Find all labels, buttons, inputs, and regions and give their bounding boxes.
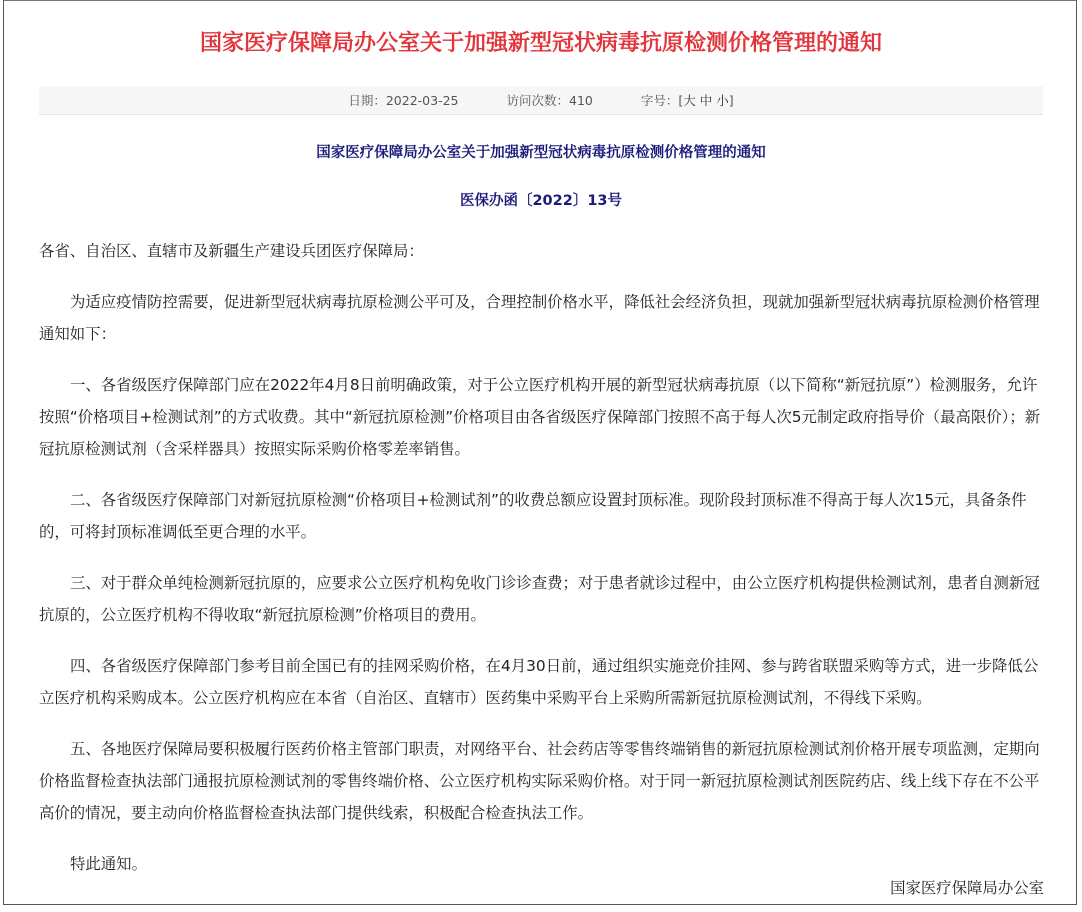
publish-date: 日期：2022-03-25 [348,93,459,108]
paragraph: 为适应疫情防控需要，促进新型冠状病毒抗原检测公平可及，合理控制价格水平，降低社会经济负担，现就加强新型冠状病毒抗原检测价格管理通知如下： [39,293,1040,343]
paragraph: 四、各省级医疗保障部门参考目前全国已有的挂网采购价格，在4月30日前，通过组织实施竞价挂网、参与跨省联盟采购等方式，进一步降低公立医疗机构采购成本。公立医疗机构应在本省（自治区、直辖市）医药集中采购平台上采购所需新冠抗原检测试剂，不得线下采购。 [39,657,1039,707]
font-size-small-link[interactable]: 小 [716,93,729,108]
document-title: 国家医疗保障局办公室关于加强新型冠状病毒抗原检测价格管理的通知 [316,145,766,161]
paragraph: 一、各省级医疗保障部门应在2022年4月8日前明确政策，对于公立医疗机构开展的新型冠状病毒抗原（以下简称“新冠抗原”）检测服务，允许按照“价格项目+检测试剂”的方式收费。其中“新冠抗原检测”价格项目由各省级医疗保障部门按照不高于每人次5元制定政府指导价（最高限价）；新冠抗原检测试剂（含采样器具）按照实际采购价格零差率销售。 [39,376,1041,458]
paragraph: 三、对于群众单纯检测新冠抗原的，应要求公立医疗机构免收门诊诊查费；对于患者就诊过程中，由公立医疗机构提供检测试剂，患者自测新冠抗原的，公立医疗机构不得收取“新冠抗原检测”价格项目的费用。 [39,574,1040,624]
font-size-large-link[interactable]: 大 [683,93,696,108]
visit-count: 访问次数：410 [506,93,593,108]
closing: 特此通知。 [70,855,147,873]
document-number: 医保办函〔2022〕13号 [459,193,623,209]
document-body [39,235,1045,899]
article-meta-bar [39,86,1043,115]
font-size-label: 字号：[ [640,93,684,108]
paragraph: 二、各省级医疗保障部门对新冠抗原检测“价格项目+检测试剂”的收费总额应设置封顶标准。现阶段封顶标准不得高于每人次15元，具备条件的，可将封顶标准调低至更合理的水平。 [39,491,1027,541]
signature: 国家医疗保障局办公室 [890,879,1044,897]
paragraph: 五、各地医疗保障局要积极履行医药价格主管部门职责，对网络平台、社会药店等零售终端销售的新冠抗原检测试剂价格开展专项监测，定期向价格监督检查执法部门通报抗原检测试剂的零售终端价格、公立医疗机构实际采购价格。对于同一新冠抗原检测试剂医院药店、线上线下存在不公平高价的情况，要主动向价格监督检查执法部门提供线索，积极配合检查执法工作。 [39,740,1040,822]
font-size-switcher [641,93,734,108]
salutation: 各省、自治区、直辖市及新疆生产建设兵团医疗保障局： [39,242,424,260]
font-size-medium-link[interactable]: 中 [699,93,713,108]
page-title: 国家医疗保障局办公室关于加强新型冠状病毒抗原检测价格管理的通知 [199,31,882,56]
font-size-bracket: ] [728,93,734,108]
